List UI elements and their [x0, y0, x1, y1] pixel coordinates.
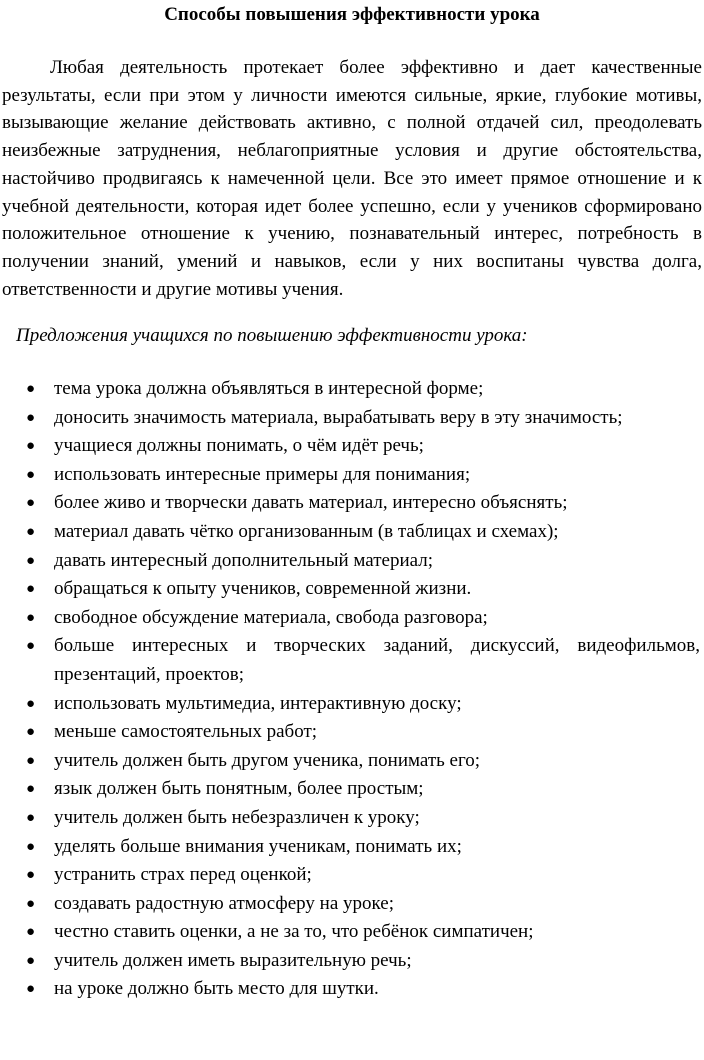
list-item [0, 747, 700, 776]
list-item [0, 604, 700, 633]
bullet-icon: ● [26, 981, 36, 998]
bullet-icon: ● [26, 466, 36, 483]
list-item-text: больше интересных и творческих заданий, дискуссий, видеофильмов, презентаций, проектов; [54, 635, 700, 685]
list-item-text: тема урока должна объявляться в интересной форме; [54, 378, 484, 399]
bullet-icon: ● [26, 523, 36, 540]
bullet-icon: ● [26, 724, 36, 741]
list-item [0, 861, 700, 890]
bullet-icon: ● [26, 695, 36, 712]
list-item-text: устранить страх перед оценкой; [54, 864, 312, 886]
list-item-text: учащиеся должны понимать, о чём идёт речь; [54, 435, 424, 457]
bullet-icon: ● [26, 867, 36, 884]
suggestions-heading: Предложения учащихся по повышению эффективности урока: [16, 325, 528, 346]
list-item [0, 833, 700, 862]
list-item-text: давать интересный дополнительный материал; [54, 549, 433, 571]
bullet-icon: ● [26, 609, 36, 626]
list-item [0, 518, 700, 547]
bullet-icon: ● [26, 552, 36, 569]
list-item [0, 690, 700, 719]
list-item [0, 975, 700, 1004]
list-item-text: меньше самостоятельных работ; [54, 721, 318, 743]
list-item-text: учитель должен быть другом ученика, понимать его; [54, 749, 481, 771]
list-item-text: свободное обсуждение материала, свобода разговора; [54, 606, 488, 628]
bullet-icon: ● [26, 381, 36, 397]
list-item-text: обращаться к опыту учеников, современной жизни. [54, 578, 472, 600]
bullet-icon: ● [26, 495, 36, 512]
bullet-icon: ● [26, 952, 36, 969]
list-item [0, 461, 700, 490]
intro-paragraph: Любая деятельность протекает более эффективно и дает качественные результаты, если при этом у личности имеются сильные, яркие, глубокие мотивы, вызывающие желание действовать активно, с полной отдачей сил, преодолевать неизбежные затруднения, неблагоприятные условия и другие обстоятельства, настойчиво продвигаясь к намеченной цели. Все это имеет прямое отношение и к учебной деятельности, которая идет более успешно, если у учеников сформировано положительное отношение к учению, познавательный интерес, потребность в получении знаний, умений и навыков, если у них воспитаны чувства долга, ответственности и другие мотивы учения. [2, 57, 702, 300]
list-item [0, 918, 700, 947]
list-item-text: создавать радостную атмосферу на уроке; [54, 892, 394, 914]
list-item-text: использовать мультимедиа, интерактивную доску; [54, 692, 462, 714]
bullet-icon: ● [26, 409, 36, 426]
bullet-icon: ● [26, 781, 36, 798]
page-title: Способы повышения эффективности урока [164, 4, 540, 25]
bullet-icon: ● [26, 638, 36, 655]
list-item-text: учитель должен иметь выразительную речь; [54, 949, 412, 971]
bullet-icon: ● [26, 752, 36, 769]
bullet-icon: ● [26, 924, 36, 941]
list-item [0, 375, 700, 404]
list-item [0, 575, 700, 604]
list-item [0, 718, 700, 747]
bullet-icon: ● [26, 895, 36, 912]
list-item [0, 804, 700, 833]
list-item-text: честно ставить оценки, а не за то, что ребёнок симпатичен; [54, 921, 534, 943]
list-item [0, 775, 700, 804]
list-item-text: доносить значимость материала, вырабатывать веру в эту значимость; [54, 406, 623, 428]
list-item-text: на уроке должно быть место для шутки. [54, 978, 379, 1000]
list-item-text: использовать интересные примеры для понимания; [54, 463, 471, 485]
list-item-text: более живо и творчески давать материал, интересно объяснять; [54, 492, 568, 514]
list-item-text: уделять больше внимания ученикам, понимать их; [54, 835, 462, 857]
list-item [0, 432, 700, 461]
list-item [0, 489, 700, 518]
suggestions-list [0, 375, 700, 1004]
list-item-text: учитель должен быть небезразличен к уроку; [54, 806, 420, 828]
bullet-icon: ● [26, 838, 36, 855]
bullet-icon: ● [26, 581, 36, 598]
bullet-icon: ● [26, 809, 36, 826]
list-item [0, 947, 700, 976]
list-item-text: язык должен быть понятным, более простым; [54, 778, 424, 800]
list-item [0, 547, 700, 576]
list-item [0, 632, 700, 689]
bullet-icon: ● [26, 438, 36, 455]
list-item [0, 404, 700, 433]
list-item-text: материал давать чётко организованным (в таблицах и схемах); [54, 520, 559, 542]
list-item [0, 890, 700, 919]
